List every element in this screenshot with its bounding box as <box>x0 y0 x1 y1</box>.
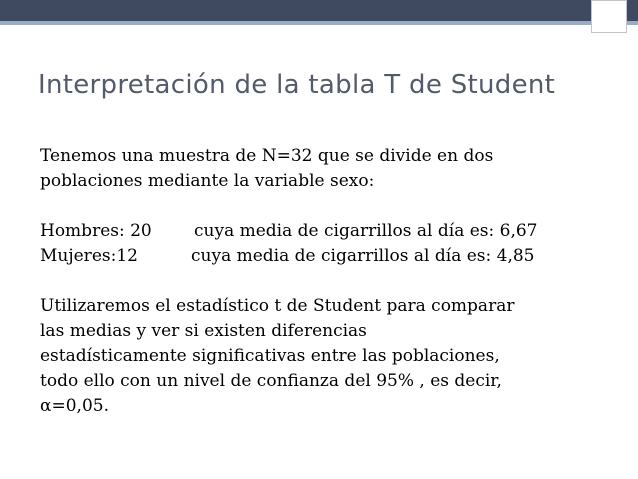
conclusion-line: las medias y ver si existen diferencias <box>40 321 367 341</box>
slide-title: Interpretación de la tabla T de Student <box>38 70 556 100</box>
slide-header-bar <box>0 0 638 21</box>
conclusion-line: todo ello con un nivel de confianza del 95% , es decir, <box>40 371 502 391</box>
group-description: cuya media de cigarrillos al día es: 4,85 <box>191 246 535 266</box>
conclusion-line: α=0,05. <box>40 396 109 416</box>
slide-header-accent-stripe <box>0 21 638 25</box>
group-description: cuya media de cigarrillos al día es: 6,67 <box>194 221 538 241</box>
group-label: Hombres: 20 <box>40 221 152 241</box>
group-row-men <box>40 219 620 244</box>
intro-line: Tenemos una muestra de N=32 que se divide en dos <box>40 146 494 166</box>
slide-corner-decoration <box>591 0 627 33</box>
group-row-women <box>40 244 620 269</box>
conclusion-line: Utilizaremos el estadístico t de Student para comparar <box>40 296 515 316</box>
conclusion-line: estadísticamente significativas entre las poblaciones, <box>40 346 500 366</box>
slide-body <box>40 144 620 419</box>
group-label: Mujeres:12 <box>40 246 138 266</box>
intro-line: poblaciones mediante la variable sexo: <box>40 171 375 191</box>
